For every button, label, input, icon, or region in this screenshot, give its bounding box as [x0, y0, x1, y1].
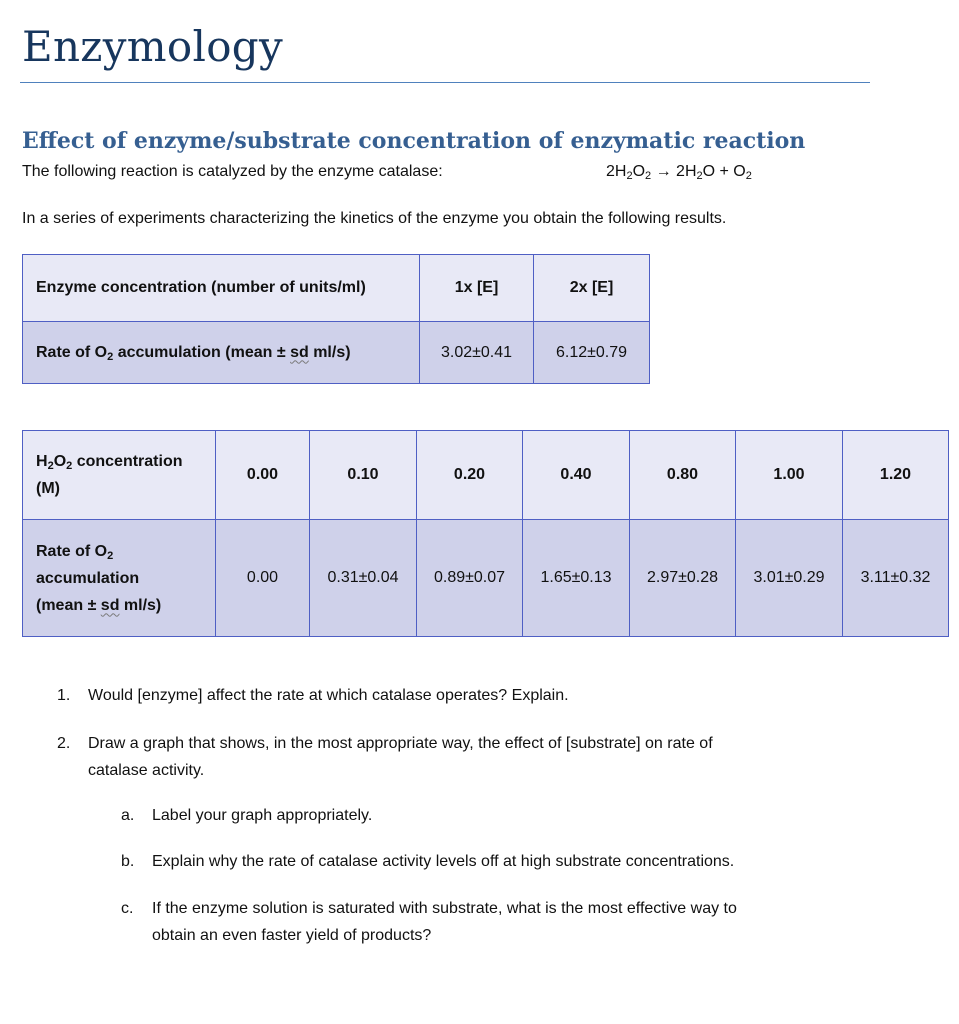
reaction-equation: $2H_2O_2 \to 2H_2O + O_2$	[606, 163, 752, 182]
enzyme-concentration-header: Enzyme concentration (number of units/ml)	[23, 255, 420, 322]
question-text: catalase activity.	[88, 762, 205, 779]
col-2x-enzyme: 2x [E]	[534, 255, 650, 322]
question-2a	[121, 802, 372, 829]
question-number: 1.	[57, 687, 71, 704]
rate-cell: 2.97±0.28	[630, 520, 736, 637]
rate-o2-accumulation-header: Rate of $O_2$ accumulation (mean ± sd ml/s)	[23, 520, 216, 637]
concentration-cell: 0.00	[216, 431, 310, 520]
concentration-cell: 0.20	[417, 431, 523, 520]
page-title: Enzymology	[22, 22, 284, 71]
enzyme-concentration-table	[22, 254, 650, 384]
rate-cell: 1.65±0.13	[523, 520, 630, 637]
rate-cell: 3.11±0.32	[843, 520, 949, 637]
question-number: 2.	[57, 735, 71, 752]
table-row	[23, 431, 949, 520]
rate-2x-value: 6.12±0.79	[534, 322, 650, 384]
rate-cell: 3.01±0.29	[736, 520, 843, 637]
question-number: b.	[121, 853, 135, 870]
rate-o2-header: Rate of $O_2$ accumulation (mean ± sd ml/s)	[23, 322, 420, 384]
concentration-cell: 0.80	[630, 431, 736, 520]
question-2c	[121, 895, 737, 949]
concentration-cell: 1.00	[736, 431, 843, 520]
section-subtitle: Effect of enzyme/substrate concentration of enzymatic reaction	[22, 128, 806, 154]
title-divider	[20, 82, 870, 83]
substrate-concentration-table	[22, 430, 949, 637]
question-text: If the enzyme solution is saturated with substrate, what is the most effective way to	[152, 900, 737, 917]
question-2b	[121, 848, 734, 875]
rate-1x-value: 3.02±0.41	[420, 322, 534, 384]
concentration-cell: 0.40	[523, 431, 630, 520]
results-intro-text: In a series of experiments characterizing the kinetics of the enzyme you obtain the following results.	[22, 210, 727, 227]
rate-cell: 0.00	[216, 520, 310, 637]
question-text: obtain an even faster yield of products?	[152, 927, 432, 944]
question-text: Would [enzyme] affect the rate at which catalase operates? Explain.	[88, 687, 569, 704]
question-text: Explain why the rate of catalase activity levels off at high substrate concentrations.	[152, 853, 735, 870]
rate-cell: 0.31±0.04	[310, 520, 417, 637]
question-text: Label your graph appropriately.	[152, 807, 373, 824]
question-number: c.	[121, 900, 134, 917]
rate-cell: 0.89±0.07	[417, 520, 523, 637]
intro-text: The following reaction is catalyzed by the enzyme catalase:	[22, 163, 443, 180]
h2o2-concentration-header: $H_2O_2$ concentration (M)	[23, 431, 216, 520]
concentration-cell: 1.20	[843, 431, 949, 520]
table-row	[23, 322, 650, 384]
question-text: Draw a graph that shows, in the most appropriate way, the effect of [substrate] on rate of	[88, 735, 713, 752]
table-row	[23, 520, 949, 637]
question-2	[57, 730, 713, 784]
question-number: a.	[121, 807, 135, 824]
concentration-cell: 0.10	[310, 431, 417, 520]
table-row	[23, 255, 650, 322]
col-1x-enzyme: 1x [E]	[420, 255, 534, 322]
question-1	[57, 682, 569, 709]
